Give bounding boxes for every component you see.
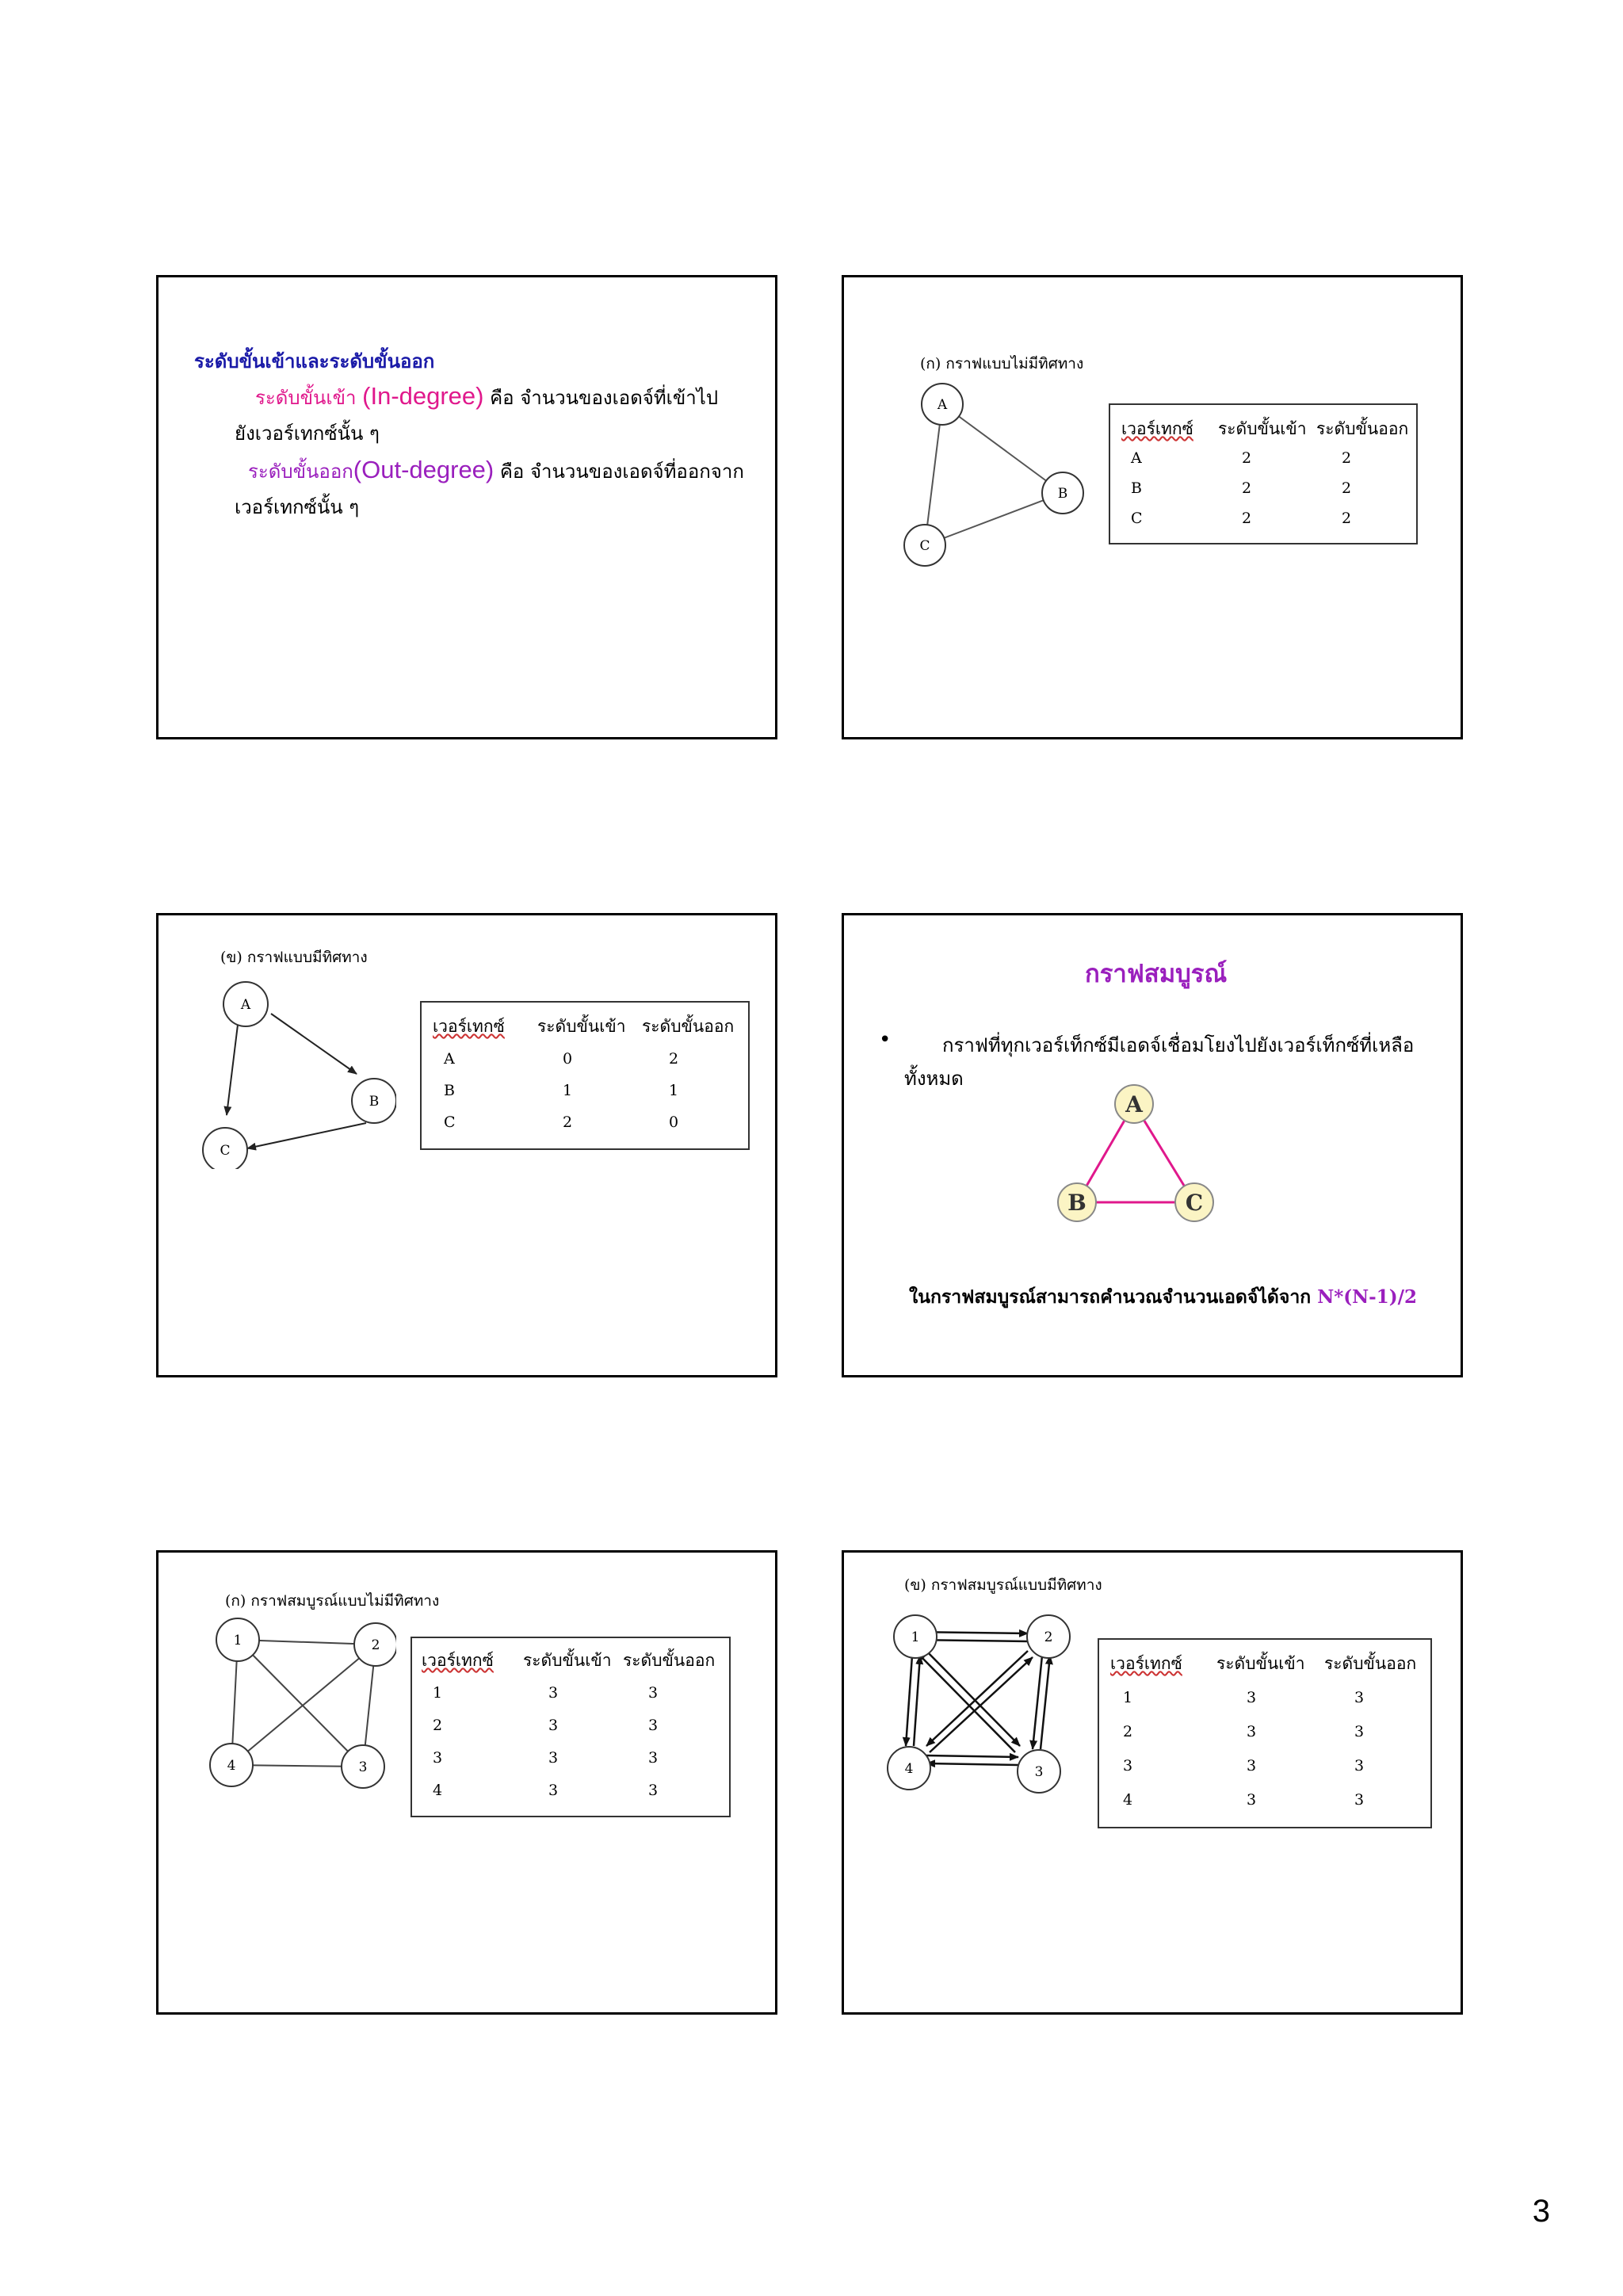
table-cell: 2 bbox=[669, 1050, 679, 1068]
table-header: เวอร์เทกซ์ bbox=[1121, 419, 1193, 438]
outdegree-definition-line2: เวอร์เทกซ์นั้น ๆ bbox=[235, 496, 360, 518]
table-header: ระดับขั้นเข้า bbox=[537, 1017, 626, 1036]
table-cell: 0 bbox=[669, 1114, 679, 1131]
table-cell: 3 bbox=[648, 1717, 659, 1734]
node-label: C bbox=[1185, 1190, 1204, 1216]
node-label: B bbox=[369, 1094, 380, 1110]
table-cell: 3 bbox=[1247, 1757, 1257, 1775]
indegree-english: (In-degree) bbox=[362, 382, 484, 410]
edge-1-3 bbox=[238, 1640, 363, 1767]
slide-complete-graph bbox=[842, 913, 1463, 1377]
formula-sentence bbox=[909, 1283, 1417, 1312]
table-cell: 1 bbox=[563, 1082, 573, 1099]
slide-heading: ระดับขั้นเข้าและระดับขั้นออก bbox=[194, 350, 435, 372]
table-cell: 1 bbox=[1123, 1689, 1133, 1706]
table-cell: 0 bbox=[563, 1050, 573, 1068]
table-cell: 3 bbox=[1354, 1791, 1365, 1809]
table-cell: 2 bbox=[1242, 479, 1252, 497]
table-cell: 4 bbox=[1123, 1791, 1133, 1809]
outdegree-english: (Out-degree) bbox=[353, 456, 495, 483]
degree-table bbox=[420, 1001, 750, 1150]
table-cell: 3 bbox=[1247, 1723, 1257, 1740]
node-label: B bbox=[1057, 486, 1068, 502]
table-cell: B bbox=[1131, 479, 1142, 497]
bullet: • bbox=[879, 1028, 892, 1052]
table-header: ระดับขั้นออก bbox=[1316, 419, 1409, 438]
edge-4-to-1 bbox=[914, 1656, 920, 1746]
node-label: 2 bbox=[371, 1637, 380, 1653]
complete-graph-diagram bbox=[844, 915, 1463, 1248]
table-cell: 3 bbox=[548, 1782, 559, 1799]
edge-1-to-4 bbox=[906, 1656, 912, 1746]
table-header: ระดับขั้นเข้า bbox=[1218, 419, 1307, 438]
table-cell: 2 bbox=[1242, 449, 1252, 467]
edge-3-to-1 bbox=[917, 1652, 1015, 1752]
node-label: 3 bbox=[358, 1759, 368, 1775]
slide-complete-undirected-graph bbox=[156, 1550, 777, 2015]
slide-complete-directed-graph bbox=[842, 1550, 1463, 2015]
table-cell: 2 bbox=[1242, 510, 1252, 527]
slide-directed-graph bbox=[156, 913, 777, 1377]
table-cell: 3 bbox=[548, 1717, 559, 1734]
table-cell: A bbox=[444, 1050, 455, 1068]
table-cell: 3 bbox=[548, 1684, 559, 1702]
indegree-definition-line2: ยังเวอร์เทกซ์นั้น ๆ bbox=[235, 422, 380, 445]
indegree-definition-line1 bbox=[255, 382, 718, 413]
table-cell: A bbox=[1131, 449, 1142, 467]
table-header: เวอร์เทกซ์ bbox=[433, 1017, 505, 1036]
table-cell: 2 bbox=[1342, 479, 1352, 497]
edge-1-to-3 bbox=[922, 1646, 1020, 1746]
edge-2-to-3 bbox=[1033, 1656, 1042, 1749]
table-cell: 3 bbox=[433, 1749, 443, 1767]
formula: N*(N-1)/2 bbox=[1317, 1286, 1417, 1308]
node-label: C bbox=[919, 538, 930, 554]
node-label: B bbox=[1067, 1190, 1086, 1216]
node-label: A bbox=[937, 397, 948, 413]
edge-3-to-4 bbox=[926, 1763, 1018, 1765]
directed-graph-diagram bbox=[158, 915, 396, 1169]
table-cell: 2 bbox=[1342, 449, 1352, 467]
outdegree-definition-line1 bbox=[248, 456, 744, 487]
table-header: ระดับขั้นออก bbox=[1324, 1654, 1417, 1673]
node-label: 4 bbox=[904, 1761, 914, 1777]
table-cell: 2 bbox=[433, 1717, 443, 1734]
node-label: 4 bbox=[227, 1758, 236, 1774]
edge-3-to-2 bbox=[1041, 1656, 1050, 1749]
degree-table bbox=[1098, 1638, 1432, 1828]
degree-table bbox=[1109, 403, 1418, 544]
complete-undirected-graph-diagram bbox=[158, 1553, 396, 1806]
node-label: 3 bbox=[1034, 1764, 1044, 1780]
table-cell: 3 bbox=[1247, 1791, 1257, 1809]
edge-a-b bbox=[942, 404, 1063, 493]
indegree-term: ระดับขั้นเข้า bbox=[255, 387, 363, 409]
table-header: เวอร์เทกซ์ bbox=[1110, 1654, 1182, 1673]
node-label: 2 bbox=[1044, 1629, 1053, 1645]
graph-caption: (ข) กราฟแบบมีทิศทาง bbox=[220, 949, 368, 966]
indegree-definition-text: คือ จำนวนของเอดจ์ที่เข้าไป bbox=[483, 387, 719, 409]
page-number: 3 bbox=[1532, 2194, 1550, 2229]
outdegree-term: ระดับขั้นออก bbox=[248, 460, 353, 483]
table-header: ระดับขั้นเข้า bbox=[1216, 1654, 1305, 1673]
slide-title: กราฟสมบูรณ์ bbox=[1085, 960, 1228, 988]
edge-a-to-c bbox=[227, 1025, 238, 1115]
table-cell: 3 bbox=[1354, 1757, 1365, 1775]
edge-4-to-3 bbox=[926, 1755, 1018, 1757]
table-cell: 3 bbox=[1354, 1723, 1365, 1740]
slide-undirected-graph bbox=[842, 275, 1463, 739]
table-cell: 3 bbox=[648, 1684, 659, 1702]
slide-degree-definition bbox=[156, 275, 777, 739]
table-header: ระดับขั้นออก bbox=[642, 1017, 735, 1036]
node-label: C bbox=[220, 1143, 231, 1159]
table-cell: 3 bbox=[1247, 1689, 1257, 1706]
table-cell: B bbox=[444, 1082, 455, 1099]
node-label: A bbox=[1125, 1091, 1143, 1117]
node-label: A bbox=[240, 997, 251, 1013]
table-cell: 3 bbox=[648, 1782, 659, 1799]
table-cell: 2 bbox=[1123, 1723, 1133, 1740]
degree-table bbox=[411, 1637, 731, 1817]
table-cell: 3 bbox=[648, 1749, 659, 1767]
table-cell: 3 bbox=[1123, 1757, 1133, 1775]
edge-a-to-b bbox=[271, 1014, 357, 1074]
edge-b-c bbox=[925, 493, 1063, 545]
graph-caption: (ก) กราฟสมบูรณ์แบบไม่มีทิศทาง bbox=[225, 1592, 440, 1610]
table-cell: 3 bbox=[548, 1749, 559, 1767]
definition-line1: กราฟที่ทุกเวอร์เท็กซ์มีเอดจ์เชื่อมโยงไปยังเวอร์เท็กซ์ที่เหลือ bbox=[942, 1034, 1415, 1056]
node-label: 1 bbox=[911, 1629, 920, 1645]
complete-directed-graph-diagram bbox=[844, 1553, 1098, 1806]
table-cell: 2 bbox=[563, 1114, 573, 1131]
edge-b-to-c bbox=[247, 1123, 366, 1148]
node-label: 1 bbox=[233, 1633, 242, 1648]
table-cell: 1 bbox=[669, 1082, 679, 1099]
table-cell: 2 bbox=[1342, 510, 1352, 527]
table-header: เวอร์เทกซ์ bbox=[422, 1651, 494, 1670]
edge-4-to-2 bbox=[930, 1657, 1033, 1752]
table-cell: 3 bbox=[1354, 1689, 1365, 1706]
table-cell: 4 bbox=[433, 1782, 443, 1799]
table-header: ระดับขั้นออก bbox=[623, 1651, 716, 1670]
table-cell: C bbox=[1131, 510, 1143, 527]
table-cell: C bbox=[444, 1114, 456, 1131]
table-header: ระดับขั้นเข้า bbox=[523, 1651, 612, 1670]
definition-line2: ทั้งหมด bbox=[904, 1068, 964, 1090]
graph-caption: (ก) กราฟแบบไม่มีทิศทาง bbox=[920, 355, 1084, 372]
graph-caption: (ข) กราฟสมบูรณ์แบบมีทิศทาง bbox=[904, 1576, 1102, 1594]
table-cell: 1 bbox=[433, 1684, 443, 1702]
formula-text: ในกราฟสมบูรณ์สามารถคำนวณจำนวนเอดจ์ได้จาก bbox=[909, 1286, 1318, 1308]
outdegree-definition-text: คือ จำนวนของเอดจ์ที่ออกจาก bbox=[494, 460, 744, 483]
